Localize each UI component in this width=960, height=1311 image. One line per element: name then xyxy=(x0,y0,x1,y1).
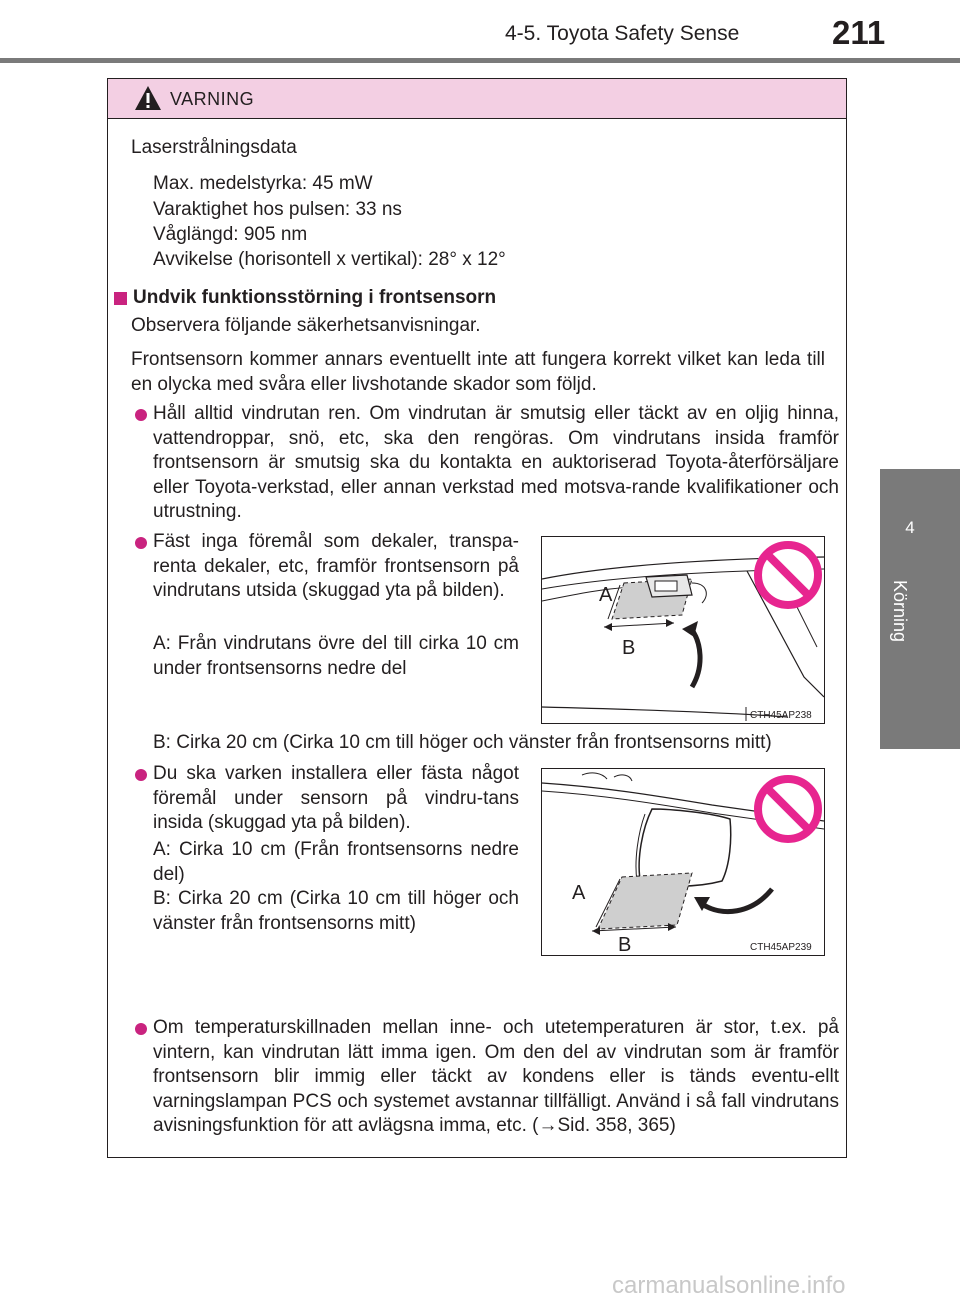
bullet-icon xyxy=(135,769,147,781)
bullet-icon xyxy=(135,537,147,549)
figure-windshield-inside xyxy=(541,768,825,956)
figure-code: CTH45AP239 xyxy=(750,942,812,953)
bullet-4-main: Om temperaturskillnaden mellan inne- och utetemperaturen är stor, t.ex. på vintern, kan vindrutan lätt imma igen. Om den del av vindrutan som är framför frontsensorn blir immig eller täckt av kondens eller is tänds eventu-ellt varningslampan PCS och systemet avstannar tillfälligt. Använd i så fall vindrutans avisningsfunktion för att avlägsna imma, etc. ( xyxy=(153,1017,839,1136)
laser-line: Avvikelse (horisontell x vertikal): 28° x 12° xyxy=(153,249,506,270)
page-reference[interactable]: Sid. 358, 365) xyxy=(557,1115,676,1136)
label-a: A xyxy=(572,882,586,904)
bullet-text: Håll alltid vindrutan ren. Om vindrutan är smutsig eller täckt av en oljig hinna, vattendroppar, snö, etc, ska den rengöras. Om vindrutans insida framför frontsensorn är smutsig ska du kontakta en auktoriserad Toyota-återförsäljare eller Toyota-verkstad, eller annan verkstad med motsva-rande kvalifikationer och utrustning. xyxy=(153,403,839,522)
laser-line: Våglängd: 905 nm xyxy=(153,224,308,245)
bullet-text xyxy=(153,1016,839,1139)
label-b: B xyxy=(622,637,636,659)
figure-windshield-outside xyxy=(541,536,825,724)
bullet-note-a: A: Från vindrutans övre del till cirka 10 cm under frontsensorns nedre del xyxy=(153,633,519,679)
warning-triangle-icon xyxy=(134,85,162,111)
intro-text: Observera följande säkerhetsanvisningar. xyxy=(131,315,481,336)
bullet-icon xyxy=(135,1023,147,1035)
intro-text: Frontsensorn kommer annars eventuellt inte att fungera korrekt vilket kan leda till en olycka med svåra eller livshotande skador som följd. xyxy=(131,349,825,395)
page-number: 211 xyxy=(832,14,886,51)
bullet-note-b: B: Cirka 20 cm (Cirka 10 cm till höger och vänster från frontsensorns mitt) xyxy=(153,888,519,934)
label-b: B xyxy=(618,934,632,955)
warning-header xyxy=(108,79,846,119)
windshield-illustration xyxy=(542,537,824,723)
laser-line: Max. medelstyrka: 45 mW xyxy=(153,173,373,194)
chapter-number: 4 xyxy=(905,518,915,537)
bullet-text: Du ska varken installera eller fästa något föremål under sensorn på vindru-tans insida (skuggad yta på bilden). xyxy=(153,763,519,833)
laser-heading: Laserstrålningsdata xyxy=(131,137,297,158)
warning-title: VARNING xyxy=(170,89,255,109)
arrow-icon: → xyxy=(538,1115,558,1136)
mirror-illustration xyxy=(542,769,824,955)
chapter-name: Körning xyxy=(890,580,910,643)
label-a: A xyxy=(599,584,613,606)
bullet-note-a: A: Cirka 10 cm (Från frontsensorns nedre del) xyxy=(153,839,519,885)
section-heading: Undvik funktionsstörning i frontsensorn xyxy=(133,287,497,308)
bullet-note-b: B: Cirka 20 cm (Cirka 10 cm till höger och vänster från frontsensorns mitt) xyxy=(153,732,772,753)
bullet-text: Fäst inga föremål som dekaler, transpa-renta dekaler, etc, framför frontsensorn på vindrutans utsida (skuggad yta på bilden). xyxy=(153,531,519,601)
section-square-icon xyxy=(114,292,127,305)
figure-code: CTH45AP238 xyxy=(750,710,812,721)
watermark: carmanualsonline.info xyxy=(612,1272,846,1299)
section-title: 4-5. Toyota Safety Sense xyxy=(505,22,740,45)
header-divider xyxy=(0,58,960,63)
laser-line: Varaktighet hos pulsen: 33 ns xyxy=(153,199,402,220)
bullet-icon xyxy=(135,409,147,421)
